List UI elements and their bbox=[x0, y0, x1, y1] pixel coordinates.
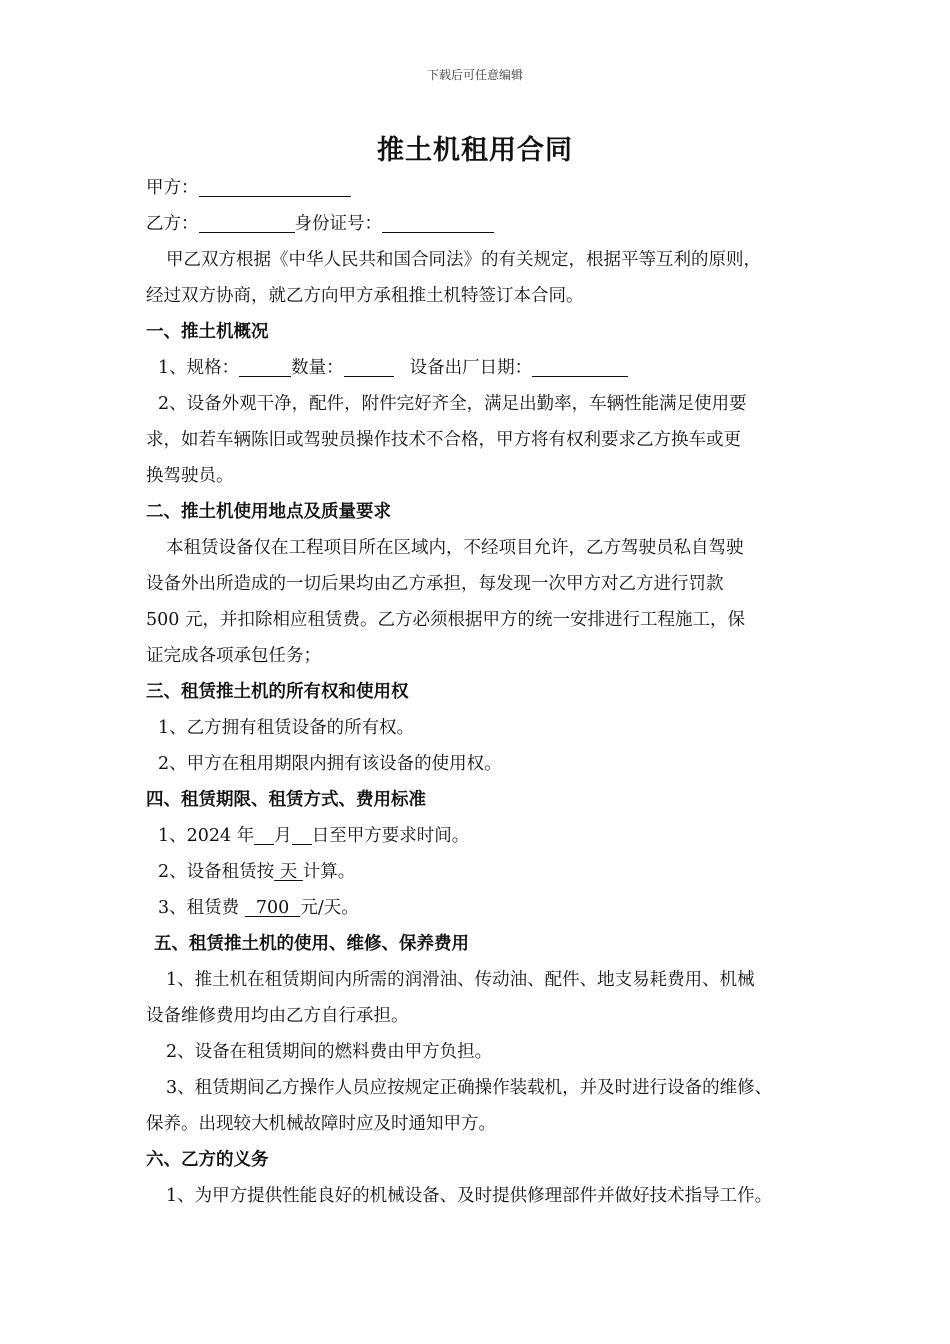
start-day-blank[interactable] bbox=[292, 824, 312, 845]
section-2-heading: 二、推土机使用地点及质量要求 bbox=[146, 502, 391, 522]
sec4-item-2 bbox=[146, 854, 816, 890]
sec1-item2-line-3: 换驾驶员。 bbox=[146, 466, 234, 486]
rental-basis-text: 2、设备租赁按 bbox=[158, 862, 275, 882]
sec5-item1-line-2: 设备维修费用均由乙方自行承担。 bbox=[146, 1006, 409, 1026]
id-number-blank[interactable] bbox=[382, 212, 494, 233]
document-title: 推土机租用合同 bbox=[377, 135, 573, 166]
rental-unit-value: 天 bbox=[274, 862, 303, 882]
rental-fee-amount: 700 bbox=[244, 898, 301, 918]
rental-fee-text: 3、租赁费 bbox=[158, 898, 245, 918]
day-text: 日至甲方要求时间。 bbox=[311, 826, 470, 846]
sec1-item2-line-1: 2、设备外观干净，配件，附件完好齐全，满足出勤率，车辆性能满足使用要 bbox=[158, 394, 747, 414]
spec-label: 1、规格： bbox=[158, 358, 240, 378]
sec2-line-2: 设备外出所造成的一切后果均由乙方承担，每发现一次甲方对乙方进行罚款 bbox=[146, 574, 724, 594]
factory-date-label: 设备出厂日期： bbox=[409, 358, 533, 378]
header-note: 下载后可任意编辑 bbox=[426, 68, 523, 82]
section-4-heading: 四、租赁期限、租赁方式、费用标准 bbox=[146, 790, 426, 810]
sec2-line-4: 证完成各项承包任务； bbox=[146, 646, 321, 666]
quantity-blank[interactable] bbox=[344, 356, 394, 377]
rental-basis-suffix: 计算。 bbox=[302, 862, 356, 882]
sec3-item-2: 2、甲方在租用期限内拥有该设备的使用权。 bbox=[158, 754, 502, 774]
preamble-line-1: 甲乙双方根据《中华人民共和国合同法》的有关规定，根据平等互利的原则， bbox=[166, 250, 761, 270]
sec5-item-2: 2、设备在租赁期间的燃料费由甲方负担。 bbox=[166, 1042, 493, 1062]
sec5-item3-line-2: 保养。出现较大机械故障时应及时通知甲方。 bbox=[146, 1114, 496, 1134]
start-year-text: 1、2024 年 bbox=[158, 826, 255, 846]
preamble-line-2: 经过双方协商，就乙方向甲方承租推土机特签订本合同。 bbox=[146, 286, 584, 306]
sec1-item2-line-2: 求，如若车辆陈旧或驾驶员操作技术不合格，甲方将有权利要求乙方换车或更 bbox=[146, 430, 741, 450]
sec4-item-3 bbox=[146, 890, 816, 926]
sec4-item-1 bbox=[146, 818, 816, 854]
sec2-line-3: 500 元，并扣除相应租赁费。乙方必须根据甲方的统一安排进行工程施工，保 bbox=[146, 610, 745, 630]
start-month-blank[interactable] bbox=[254, 824, 274, 845]
contract-body bbox=[146, 170, 816, 1214]
spec-blank[interactable] bbox=[239, 356, 291, 377]
sec3-item-1: 1、乙方拥有租赁设备的所有权。 bbox=[158, 718, 415, 738]
section-6-heading: 六、乙方的义务 bbox=[146, 1150, 269, 1170]
section-1-heading: 一、推土机概况 bbox=[146, 322, 269, 342]
sec5-item3-line-1: 3、租赁期间乙方操作人员应按规定正确操作装载机，并及时进行设备的维修、 bbox=[166, 1078, 773, 1098]
party-a-line bbox=[146, 170, 816, 206]
party-b-label: 乙方： bbox=[146, 214, 199, 234]
section-5-heading: 五、租赁推土机的使用、维修、保养费用 bbox=[154, 934, 469, 954]
sec6-item-1: 1、为甲方提供性能良好的机械设备、及时提供修理部件并做好技术指导工作。 bbox=[166, 1186, 773, 1206]
factory-date-blank[interactable] bbox=[532, 356, 628, 377]
id-number-label: 身份证号： bbox=[294, 214, 382, 234]
sec2-line-1: 本租赁设备仅在工程项目所在区域内，不经项目允许，乙方驾驶员私自驾驶 bbox=[166, 538, 744, 558]
sec1-item1-line bbox=[146, 350, 816, 386]
rental-fee-unit: 元/天。 bbox=[300, 898, 359, 918]
party-a-blank[interactable] bbox=[199, 176, 351, 197]
sec5-item1-line-1: 1、推土机在租赁期间内所需的润滑油、传动油、配件、地支易耗费用、机械 bbox=[166, 970, 755, 990]
party-b-line bbox=[146, 206, 816, 242]
party-b-blank[interactable] bbox=[199, 212, 295, 233]
month-text: 月 bbox=[274, 826, 292, 846]
section-3-heading: 三、租赁推土机的所有权和使用权 bbox=[146, 682, 409, 702]
quantity-label: 数量： bbox=[291, 358, 344, 378]
party-a-label: 甲方： bbox=[146, 178, 199, 198]
